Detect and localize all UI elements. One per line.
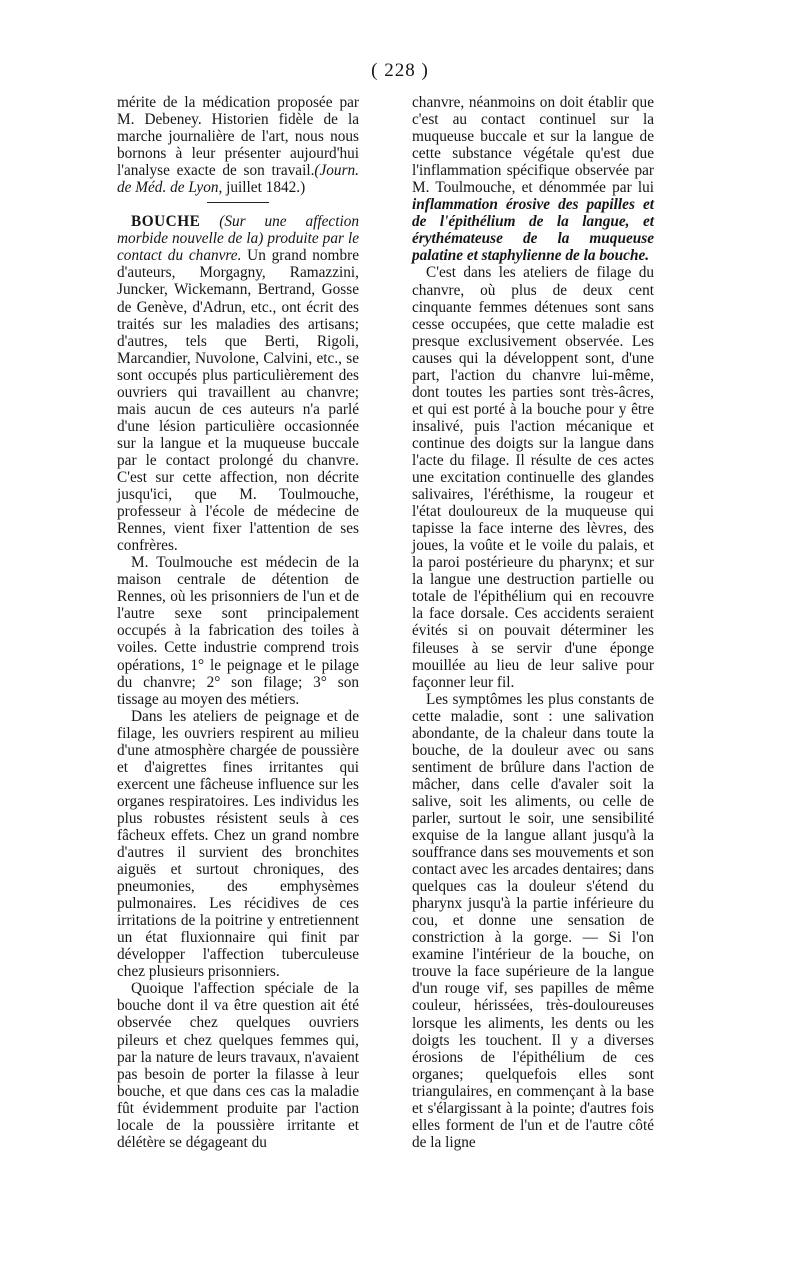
paragraph-bouche-intro	[117, 213, 359, 554]
paragraph-text: Un grand nombre d'auteurs, Morgagny, Ramazzini, Juncker, Wickemann, Bertrand, Gosse de Genève, d'Adrun, etc., ont écrit des traités sur les maladies des artisans; d'autres, tels que Berti, Rigoli, Marcandier, Nuvolone, Calvini, etc., se sont occupés plus particulièrement des ouvriers qui travaillent au chanvre; mais aucun de ces auteurs n'a parlé d'une lésion particulière occasionnée sur la langue et la muqueuse buccale par le contact prolongé du chanvre. C'est sur cette affection, non décrite jusqu'ici, que M. Toulmouche, professeur à l'école de médecine de Rennes, vient fixer l'attention de ses confrères.	[117, 247, 359, 555]
paragraph-toulmouche: M. Toulmouche est médecin de la maison centrale de détention de Rennes, où les prisonniers de l'un et de l'autre sexe sont principalement occupés à la fabrication des toiles à voiles. Cette industrie comprend trois opérations, 1° le peignage et le pilage du chanvre; 2° son filage; 3° son tissage au moyen des métiers.	[117, 554, 359, 708]
disease-name: inflammation érosive des papilles et de l'épithélium de la langue, et érythémateuse de la muqueuse palatine et staphylienne de la bouche.	[412, 196, 654, 265]
entry-subtitle: (Sur une affection morbide nouvelle de la) produite par le contact du chanvre.	[117, 213, 359, 265]
left-column	[117, 94, 359, 1151]
paragraph-text: chanvre, néanmoins on doit établir que c'est au contact continuel sur la muqueuse buccale et sur la langue de cette substance végétale qu'est due l'inflammation spécifique observée par M. Toulmouche, et dénommée par lui	[412, 94, 654, 197]
page-number: ( 228 )	[371, 60, 429, 81]
section-divider	[207, 202, 269, 203]
paragraph-ateliers: Dans les ateliers de peignage et de filage, les ouvriers respirent au milieu d'une atmosphère chargée de poussière et d'aigrettes fines irritantes qui exercent une fâcheuse influence sur les organes respiratoires. Les individus les plus robustes résistent seuls à ces fâcheux effets. Chez un grand nombre d'autres il survient des bronchites aiguës et surtout chroniques, des pneumonies, des emphysèmes pulmonaires. Les récidives de ces irritations de la poitrine y entretiennent un état fluxionnaire qui finit par développer l'affection tuberculeuse chez plusieurs prisonniers.	[117, 707, 359, 981]
paragraph-quoique: Quoique l'affection spéciale de la bouche dont il va être question ait été observée chez quelques ouvriers pileurs et chez quelques femmes qui, par la nature de leurs travaux, n'avaient pas besoin de porter la filasse à leur bouche, et que dans ces cas la maladie fût évidemment produite par l'action locale de la poussière irritante et délétère se dégageant du	[117, 980, 359, 1151]
paragraph-text: mérite de la médication proposée par M. Debeney. Historien fidèle de la marche journalière de l'art, nous nous bornons à leur présenter aujourd'hui l'analyse exacte de son travail.	[117, 94, 359, 180]
right-column	[412, 94, 654, 1151]
paragraph-symptomes: Les symptômes les plus constants de cette maladie, sont : une salivation abondante, de la chaleur dans toute la bouche, de la douleur avec ou sans sentiment de brûlure dans l'action de mâcher, dans celle d'avaler soit la salive, soit les aliments, ou celle de parler, surtout le soir, une sensibilité exquise de la langue allant jusqu'à la souffrance dans ses mouvements et son contact avec les arcades dentaires; dans quelques cas la douleur s'étend du pharynx jusqu'à la partie inférieure du cou, et donne une sensation de constriction à la gorge. — Si l'on examine l'intérieur de la bouche, on trouve la face supérieure de la langue d'un rouge vif, ses papilles de même couleur, hérissées, très-douloureuses lorsque les aliments, les dents ou les doigts les touchent. Il y a diverses érosions de l'épithélium de ces organes; quelquefois elles sont triangulaires, en commençant à la base et s'élargissant à la pointe; d'autres fois elles forment de l'un et de l'autre côté de la ligne	[412, 690, 654, 1151]
journal-citation: (Journ. de Méd. de Lyon,	[117, 162, 359, 197]
paragraph-chanvre	[412, 94, 654, 264]
entry-heading: BOUCHE	[131, 213, 201, 231]
paragraph-filage: C'est dans les ateliers de filage du chanvre, où plus de deux cent cinquante femmes détenues sont sans cesse occupées, que cette maladie est presque exclusivement observée. Les causes qui la développent sont, d'une part, l'action du chanvre lui-même, dont toutes les parties sont très-âcres, et qui est porté à la bouche pour y être insalivé, puis l'action mécanique et continue des doigts sur la langue dans l'acte du filage. Il résulte de ces actes une excitation continuelle des glandes salivaires, l'éréthisme, la rougeur et l'état douloureux de la muqueuse qui tapisse la face interne des lèvres, des joues, la voûte et le voile du palais, et la paroi postérieure du pharynx; et sur la langue une destruction partielle ou totale de l'épithélium qui en recouvre la face dorsale. Ces accidents seraient évités si on pouvait déterminer les fileuses à se servir d'une éponge mouillée au lieu de leur salive pour façonner leur fil.	[412, 264, 654, 691]
paragraph-debeney	[117, 94, 359, 196]
citation-date: juillet 1842.)	[222, 179, 306, 197]
